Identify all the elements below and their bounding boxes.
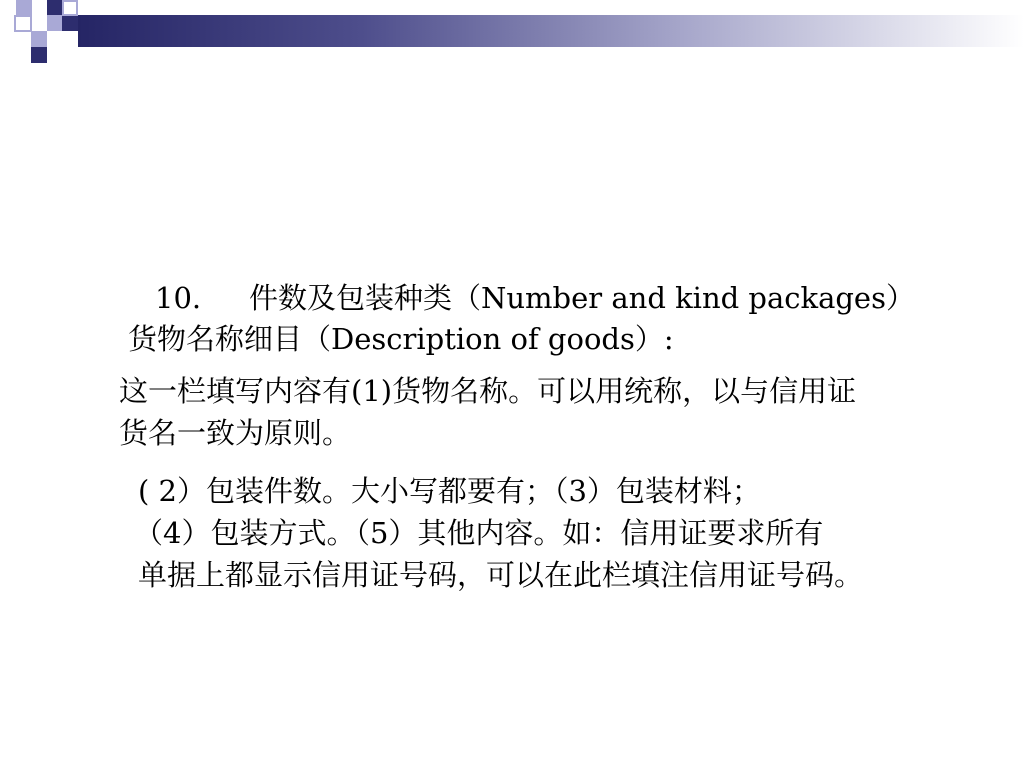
paragraph-2-line-1: ( 2）包装件数。大小写都要有；（3）包装材料； [138, 474, 761, 508]
paragraph-2-line-2: （4）包装方式。（5）其他内容。如：信用证要求所有 [134, 516, 824, 550]
decor-square [16, 0, 32, 16]
decor-square [47, 15, 63, 31]
decor-square [47, 0, 63, 16]
paragraph-1-line-2: 货名一致为原则。 [119, 416, 352, 450]
item-number: 10. [155, 281, 202, 315]
paragraph-1-line-1: 这一栏填写内容有(1)货物名称。可以用统称，以与信用证 [119, 374, 857, 408]
decor-square [31, 47, 47, 63]
item-subtitle: 货物名称细目（Description of goods）: [128, 322, 674, 356]
decor-square [62, 0, 78, 16]
title-banner [0, 0, 1024, 48]
decor-square [31, 31, 47, 47]
decor-square [14, 15, 32, 32]
item-title: 件数及包装种类（Number and kind packages） [249, 281, 915, 315]
gradient-band [78, 15, 1024, 47]
decor-square [62, 15, 78, 31]
paragraph-2-line-3: 单据上都显示信用证号码，可以在此栏填注信用证号码。 [138, 558, 864, 592]
